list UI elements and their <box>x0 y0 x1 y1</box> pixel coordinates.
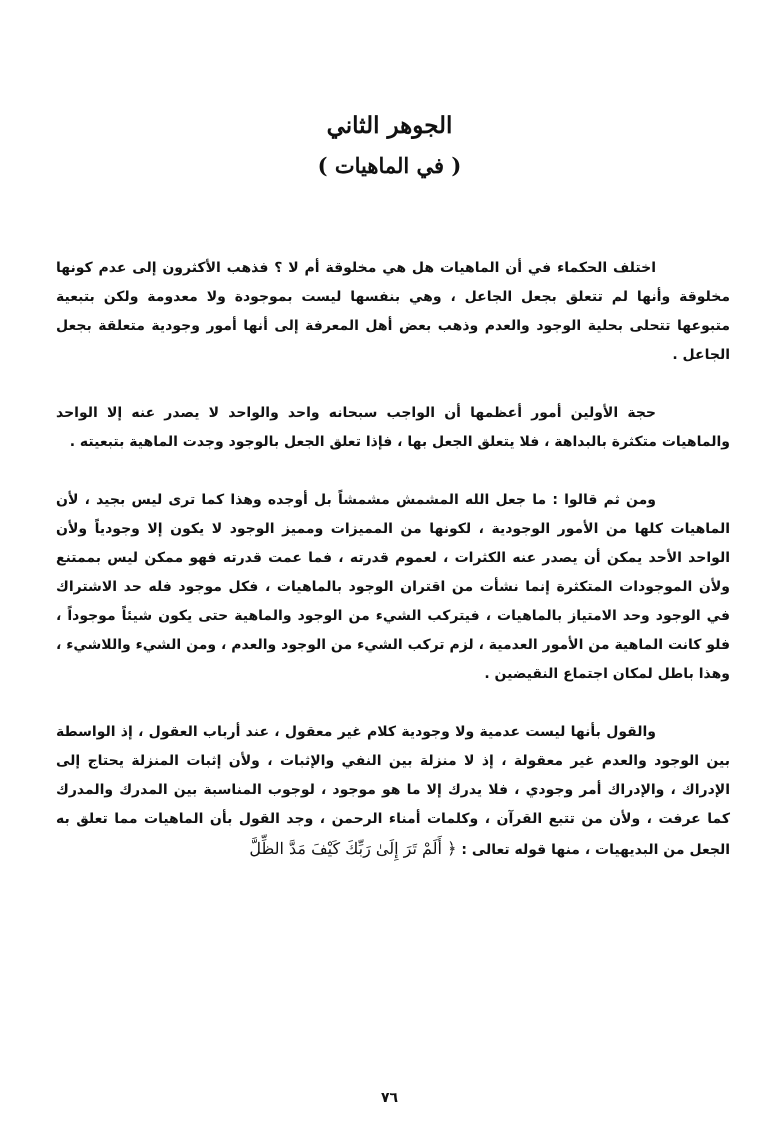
paragraph-2: حجة الأولين أمور أعظمها أن الواجب سبحانه واحد والواحد لا يصدر عنه إلا الواحد والماهيات متكثرة بالبداهة ، فلا يتعلق الجعل بها ، فإذا تعلق الجعل بالوجود وجدت الماهية بتبعيته . <box>56 405 730 450</box>
page-number: ٧٦ <box>380 1090 399 1106</box>
chapter-subtitle: ( في الماهيات ) <box>317 153 462 178</box>
body-text <box>56 254 730 865</box>
paragraph-1: اختلف الحكماء في أن الماهيات هل هي مخلوقة أم لا ؟ فذهب الأكثرون إلى عدم كونها مخلوقة وأنها لم تتعلق بجعل الجاعل ، وهي بنفسها ليست بموجودة ولا معدومة ولكن بتبعية متبوعها تتحلى بحلية الوجود والعدم وذهب بعض أهل المعرفة إلى أنها أمور وجودية متعلقة بجعل الجاعل . <box>56 260 730 363</box>
paragraph-4-text: والقول بأنها ليست عدمية ولا وجودية كلام غير معقول ، عند أرباب العقول ، إذ الواسطة بين الوجود والعدم غير معقولة ، إذ لا منزلة بين النفي والإثبات ، ولأن إثبات المنزلة يحتاج إلى الإدراك ، والإدراك أمر وجودي ، فلا يدرك إلا ما هو موجود ، لوجوب المناسبة بين المدرك والمدرك كما عرفت ، ولأن من تتبع القرآن ، وكلمات أمناء الرحمن ، وجد القول بأن الماهيات مما تعلق به الجعل من البديهيات ، منها قوله تعالى : <box>56 724 730 858</box>
chapter-title: الجوهر الثاني <box>326 112 453 139</box>
paragraph-4 <box>56 718 730 865</box>
paragraph-3: ومن ثم قالوا : ما جعل الله المشمش مشمشاً بل أوجده وهذا كما ترى ليس بجيد ، لأن الماهيات كلها من الأمور الوجودية ، لكونها من المميزات ومميز الوجود لا يكون إلا وجودياً ولأن الواحد الأحد يمكن أن يصدر عنه الكثرات ، لعموم قدرته ، فما عمت قدرته فهو ممكن ليس بممتنع ولأن الموجودات المتكثرة إنما نشأت من اقتران الوجود بالماهيات ، فكل موجود فله حد الاشتراك في الوجود وحد الامتياز بالماهيات ، فيتركب الشيء من الوجود والماهية حتى يكون شيئاً موجوداً ، فلو كانت الماهية من الأمور العدمية ، لزم تركب الشيء من الوجود والعدم ، ومن الشيء واللاشيء ، وهذا باطل لمكان اجتماع النقيضين . <box>56 492 730 682</box>
quran-verse: ﴿ أَلَمْ تَرَ إِلَىٰ رَبِّكَ كَيْفَ مَدَّ الظِّلَّ <box>249 839 457 858</box>
